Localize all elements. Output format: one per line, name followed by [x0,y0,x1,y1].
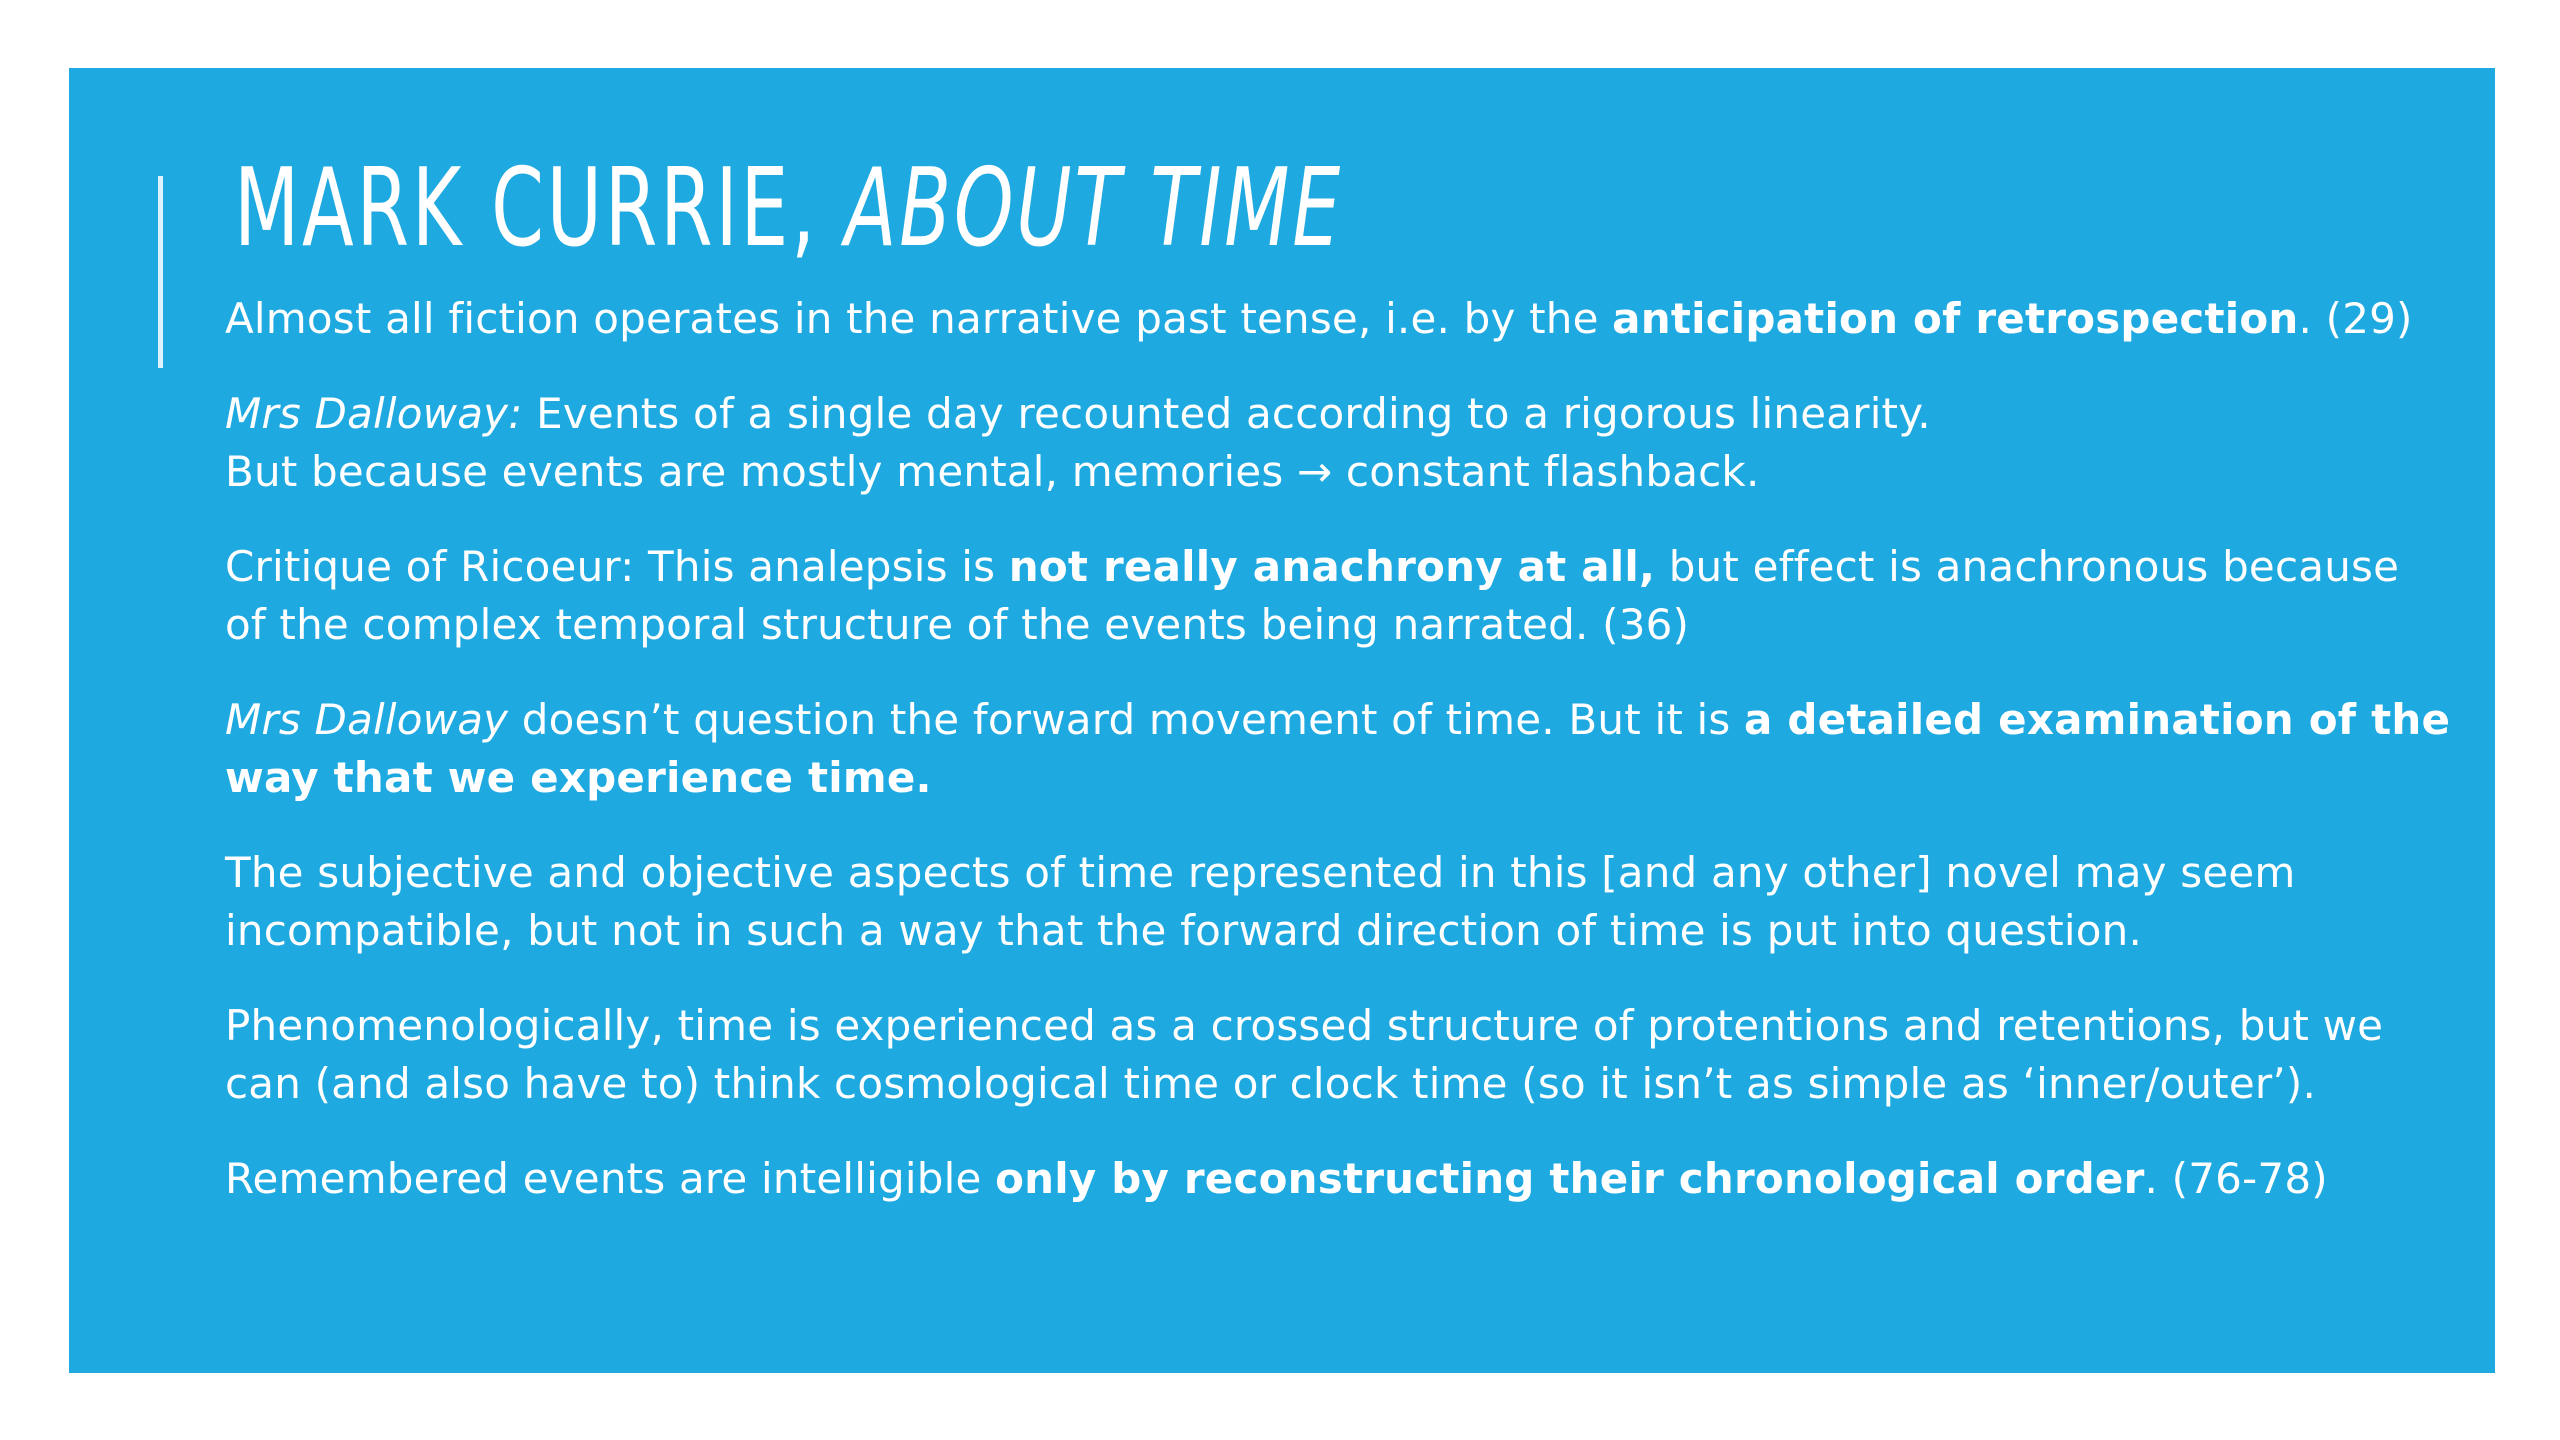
body-paragraph [225,997,2455,1113]
paragraph-line [225,290,2455,348]
body-text: can (and also have to) think cosmological time or clock time (so it isn’t as simple as ‘inner/outer’). [225,1059,2317,1108]
emphasis-bold-text: anticipation of retrospection [1612,294,2299,343]
paragraph-line [225,1055,2455,1113]
body-paragraph [225,691,2455,807]
paragraph-line [225,1150,2455,1208]
slide-title-work: ABOUT TIME [844,146,1343,271]
body-paragraph [225,290,2455,348]
body-paragraph [225,1150,2455,1208]
emphasis-bold-text: only by reconstructing their chronological order [995,1154,2145,1203]
slide [69,68,2495,1373]
body-text: The subjective and objective aspects of time represented in this [and any other] novel may seem [225,848,2296,897]
paragraph-line [225,443,2455,501]
body-text: Events of a single day recounted according to a rigorous linearity. [522,389,1931,438]
paragraph-line [225,538,2455,596]
body-text: incompatible, but not in such a way that the forward direction of time is put into question. [225,906,2142,955]
body-paragraph [225,844,2455,960]
slide-title-author: MARK CURRIE, [234,146,845,271]
body-text: Phenomenologically, time is experienced as a crossed structure of protentions and retentions, but we [225,1001,2384,1050]
paragraph-line [225,749,2455,807]
body-text: . (29) [2298,294,2413,343]
paragraph-line [225,902,2455,960]
body-text: doesn’t question the forward movement of time. But it is [508,695,1745,744]
italic-title-text: Mrs Dalloway: [225,389,523,438]
body-text: Almost all fiction operates in the narrative past tense, i.e. by the [225,294,1613,343]
slide-title [234,134,1343,284]
paragraph-line [225,596,2455,654]
body-text: Critique of Ricoeur: This analepsis is [225,542,1009,591]
body-paragraph [225,385,2455,501]
body-text: of the complex temporal structure of the events being narrated. (36) [225,600,1690,649]
emphasis-bold-text: way that we experience time. [225,753,932,802]
body-paragraph [225,538,2455,654]
paragraph-line [225,844,2455,902]
body-text: Remembered events are intelligible [225,1154,996,1203]
emphasis-bold-text: a detailed examination of the [1744,695,2451,744]
paragraph-line [225,997,2455,1055]
paragraph-line [225,385,2455,443]
title-accent-line [158,176,163,368]
paragraph-line [225,691,2455,749]
body-text: → [1296,447,1333,496]
body-text: constant flashback. [1332,447,1760,496]
body-text: But because events are mostly mental, memories [225,447,1297,496]
italic-title-text: Mrs Dalloway [225,695,509,744]
emphasis-bold-text: not really anachrony at all, [1008,542,1656,591]
body-text: . (76-78) [2144,1154,2328,1203]
slide-body [225,290,2455,1245]
body-text: but effect is anachronous because [1655,542,2400,591]
